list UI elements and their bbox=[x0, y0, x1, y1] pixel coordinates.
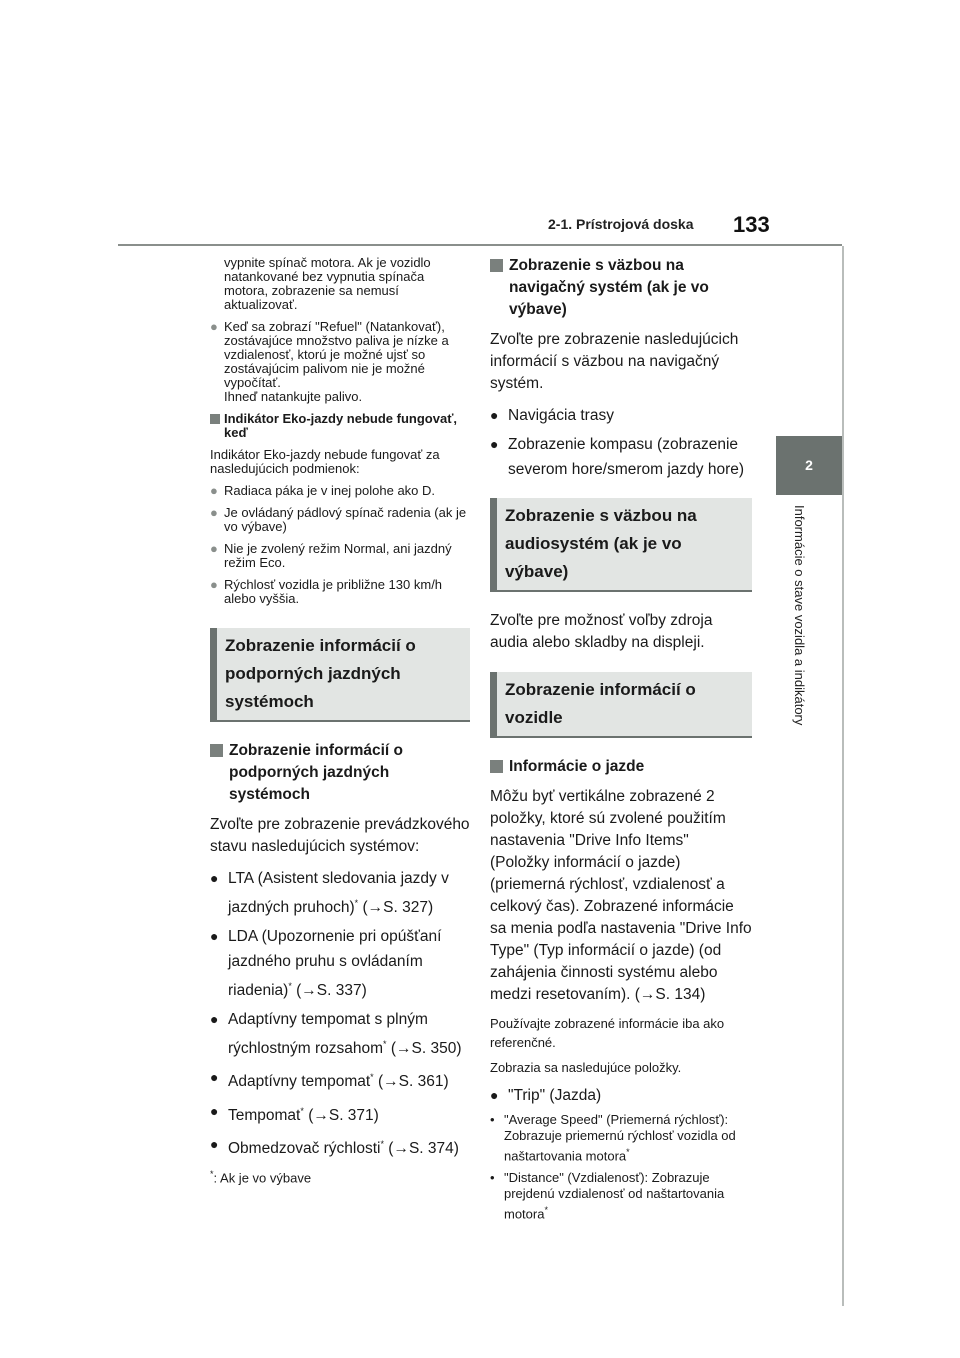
bullet-icon: ● bbox=[490, 1087, 499, 1103]
bullet-icon: ● bbox=[210, 1102, 219, 1119]
subheading: Informácie o jazde bbox=[490, 756, 752, 778]
bullet-icon: ● bbox=[210, 483, 218, 498]
chapter-tab[interactable]: 2 bbox=[776, 436, 842, 495]
bullet-item: ● Radiaca páka je v inej polohe ako D. bbox=[210, 483, 436, 498]
square-icon bbox=[210, 414, 220, 424]
bullet-icon: ● bbox=[210, 870, 219, 886]
paragraph: vypnite spínač motora. Ak je vozidlo natankované bez vypnutia spínača motora, zobrazenie sa nemusí aktualizovať. bbox=[224, 255, 431, 312]
bullet-text: Keď sa zobrazí "Refuel" (Natankovať), zostávajúce množstvo paliva je nízke a vzdialenosť, ktorú je možné ujsť so zostávajúcim palivom nie je možné vypočítať. bbox=[224, 319, 449, 390]
subheading: Zobrazenie s väzbou na navigačný systém (ak je vo výbave) bbox=[490, 255, 752, 321]
section-title: 2-1. Prístrojová doska bbox=[548, 216, 694, 232]
subheading: Zobrazenie informácií o podporných jazdných systémoch bbox=[210, 740, 470, 806]
paragraph: Zvoľte pre možnosť voľby zdroja audia alebo skladby na displeji. bbox=[490, 612, 713, 651]
bullet-icon: ● bbox=[210, 1069, 219, 1086]
list-item: ● Tempomat* (→S. 371) bbox=[210, 1099, 470, 1128]
bullet-item: ● Rýchlosť vozidla je približne 130 km/h alebo vyššia. bbox=[210, 577, 443, 606]
bullet-icon: ● bbox=[210, 541, 218, 556]
bullet-text: Ihneď natankujte palivo. bbox=[224, 389, 363, 404]
square-icon bbox=[210, 744, 223, 757]
bullet-icon: • bbox=[490, 1112, 495, 1127]
list-item: ● Adaptívny tempomat* (→S. 361) bbox=[210, 1065, 470, 1094]
note: Zobrazia sa nasledujúce položky. bbox=[490, 1060, 682, 1075]
footnote: *: Ak je vo výbave bbox=[210, 1168, 312, 1186]
list-item: ● Adaptívny tempomat s plným rýchlostným rozsahom* (→S. 350) bbox=[210, 1007, 470, 1061]
bullet-icon: ● bbox=[210, 1011, 219, 1028]
paragraph: Môžu byť vertikálne zobrazené 2 položky, ktoré sú zvolené použitím nastavenia "Drive Info Items" (Položky informácií o jazde) (priemerná rýchlosť, vzdialenosť a celkový čas). Zobrazené informácie sa menia podľa nastavenia "Drive Info Type" (Typ informácií o jazde) (od zahájenia činnosti systému alebo medzi resetovaním). (→S. 134) bbox=[490, 788, 752, 1003]
square-icon bbox=[490, 259, 503, 272]
list-item: ● LDA (Upozornenie pri opúšťaní jazdného pruhu s ovládaním riadenia)* (→S. 337) bbox=[210, 924, 470, 1003]
bullet-icon: ● bbox=[210, 319, 218, 334]
chapter-title: Informácie o stave vozidla a indikátory bbox=[792, 505, 807, 726]
list-item: ● Zobrazenie kompasu (zobrazenie severom hore/smerom jazdy hore) bbox=[490, 432, 752, 482]
bullet-icon: ● bbox=[210, 505, 218, 520]
square-icon bbox=[490, 760, 503, 773]
left-column bbox=[210, 256, 470, 1193]
list-item: ● Navigácia trasy bbox=[490, 403, 752, 428]
bullet-icon: • bbox=[490, 1170, 495, 1186]
bullet-item: ● Je ovládaný pádlový spínač radenia (ak je vo výbave) bbox=[210, 505, 467, 534]
section-box-heading: Zobrazenie informácií o vozidle bbox=[490, 672, 752, 738]
paragraph: Zvoľte pre zobrazenie prevádzkového stavu nasledujúcich systémov: bbox=[210, 816, 470, 855]
note: Používajte zobrazené informácie iba ako referenčné. bbox=[490, 1016, 725, 1050]
list-item: ● LTA (Asistent sledovania jazdy v jazdných pruhoch)* (→S. 327) bbox=[210, 866, 470, 920]
bullet-icon: ● bbox=[210, 1135, 219, 1152]
bullet-icon: ● bbox=[490, 407, 499, 423]
section-box-heading: Zobrazenie s väzbou na audiosystém (ak je vo výbave) bbox=[490, 498, 752, 592]
bullet-item: ● Nie je zvolený režim Normal, ani jazdný režim Eco. bbox=[210, 541, 452, 570]
bullet-icon: ● bbox=[210, 928, 219, 945]
header-rule bbox=[118, 244, 842, 246]
paragraph: Zvoľte pre zobrazenie nasledujúcich informácií s väzbou na navigačný systém. bbox=[490, 331, 739, 392]
side-rule bbox=[842, 246, 844, 1306]
sub-list-item: • "Average Speed" (Priemerná rýchlosť): Zobrazuje priemernú rýchlosť vozidla od naštartovania motora* bbox=[490, 1112, 736, 1164]
right-column bbox=[490, 255, 752, 1229]
list-item: ● "Trip" (Jazda) bbox=[490, 1083, 752, 1108]
page-number: 133 bbox=[733, 212, 770, 237]
bullet-icon: ● bbox=[210, 577, 218, 592]
section-box-heading: Zobrazenie informácií o podporných jazdných systémoch bbox=[210, 628, 470, 722]
paragraph: Indikátor Eko-jazdy nebude fungovať za nasledujúcich podmienok: bbox=[210, 447, 440, 476]
subheading: Indikátor Eko-jazdy nebude fungovať, keď bbox=[210, 412, 470, 440]
bullet-icon: ● bbox=[490, 436, 499, 452]
list-item: ● Obmedzovač rýchlosti* (→S. 374) bbox=[210, 1132, 470, 1161]
sub-list-item: • "Distance" (Vzdialenosť): Zobrazuje prejdenú vzdialenosť od naštartovania motora* bbox=[490, 1170, 725, 1222]
bullet-item bbox=[210, 320, 470, 404]
